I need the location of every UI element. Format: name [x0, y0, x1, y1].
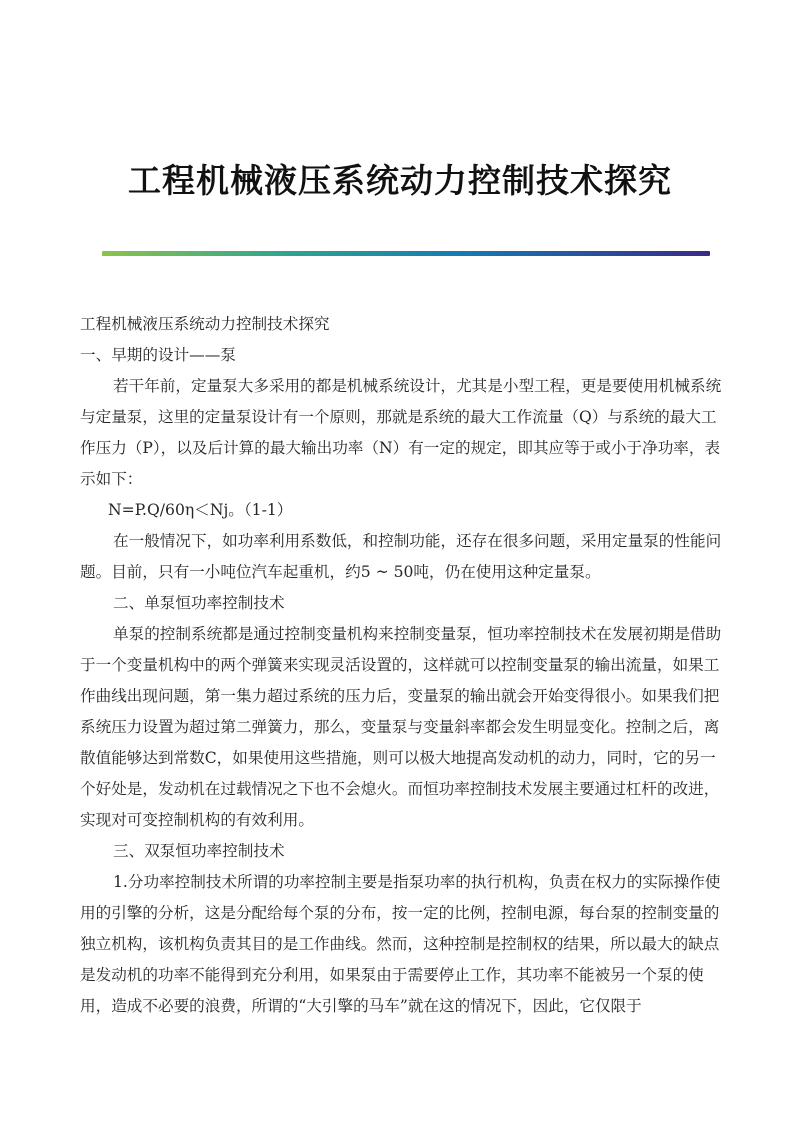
formula: N=P.Q/60η＜Nj。（1-1）	[108, 501, 293, 519]
document-subtitle: 工程机械液压系统动力控制技术探究	[80, 315, 330, 333]
section-heading-2: 二、单泵恒功率控制技术	[113, 594, 285, 612]
document-body	[80, 309, 722, 1022]
paragraph-3: 单泵的控制系统都是通过控制变量机构来控制变量泵，恒功率控制技术在发展初期是借助于一个变量机构中的两个弹簧来实现灵活设置的，这样就可以控制变量泵的输出流量，如果工作曲线出现问题，第一集力超过系统的压力后，变量泵的输出就会开始变得很小。如果我们把系统压力设置为超过第二弹簧力，那么，变量泵与变量斜率都会发生明显变化。控制之后，离散值能够达到常数C，如果使用这些措施，则可以极大地提高发动机的动力，同时，它的另一个好处是，发动机在过载情况之下也不会熄火。而恒功率控制技术发展主要通过杠杆的改进，实现对可变控制机构的有效利用。	[80, 625, 722, 829]
title-divider	[102, 251, 710, 256]
paragraph-2: 在一般情况下，如功率利用系数低，和控制功能，还存在很多问题，采用定量泵的性能问题。目前，只有一小吨位汽车起重机，约5 ~ 50吨，仍在使用这种定量泵。	[80, 532, 722, 581]
page-title: 工程机械液压系统动力控制技术探究	[128, 161, 672, 200]
paragraph-4: 1.分功率控制技术所谓的功率控制主要是指泵功率的执行机构，负责在权力的实际操作使用的引擎的分析，这是分配给每个泵的分布，按一定的比例，控制电源，每台泵的控制变量的独立机构，该机构负责其目的是工作曲线。然而，这种控制是控制权的结果，所以最大的缺点是发动机的功率不能得到充分利用，如果泵由于需要停止工作，其功率不能被另一个泵的使用，造成不必要的浪费，所谓的“大引擎的马车”就在这的情况下，因此，它仅限于	[80, 873, 721, 1015]
section-heading-3: 三、双泵恒功率控制技术	[113, 842, 285, 860]
section-heading-1: 一、早期的设计——泵	[80, 346, 236, 364]
paragraph-1: 若干年前，定量泵大多采用的都是机械系统设计，尤其是小型工程，更是要使用机械系统与定量泵，这里的定量泵设计有一个原则，那就是系统的最大工作流量（Q）与系统的最大工作压力（P），以及后计算的最大输出功率（N）有一定的规定，即其应等于或小于净功率，表示如下：	[80, 377, 722, 488]
